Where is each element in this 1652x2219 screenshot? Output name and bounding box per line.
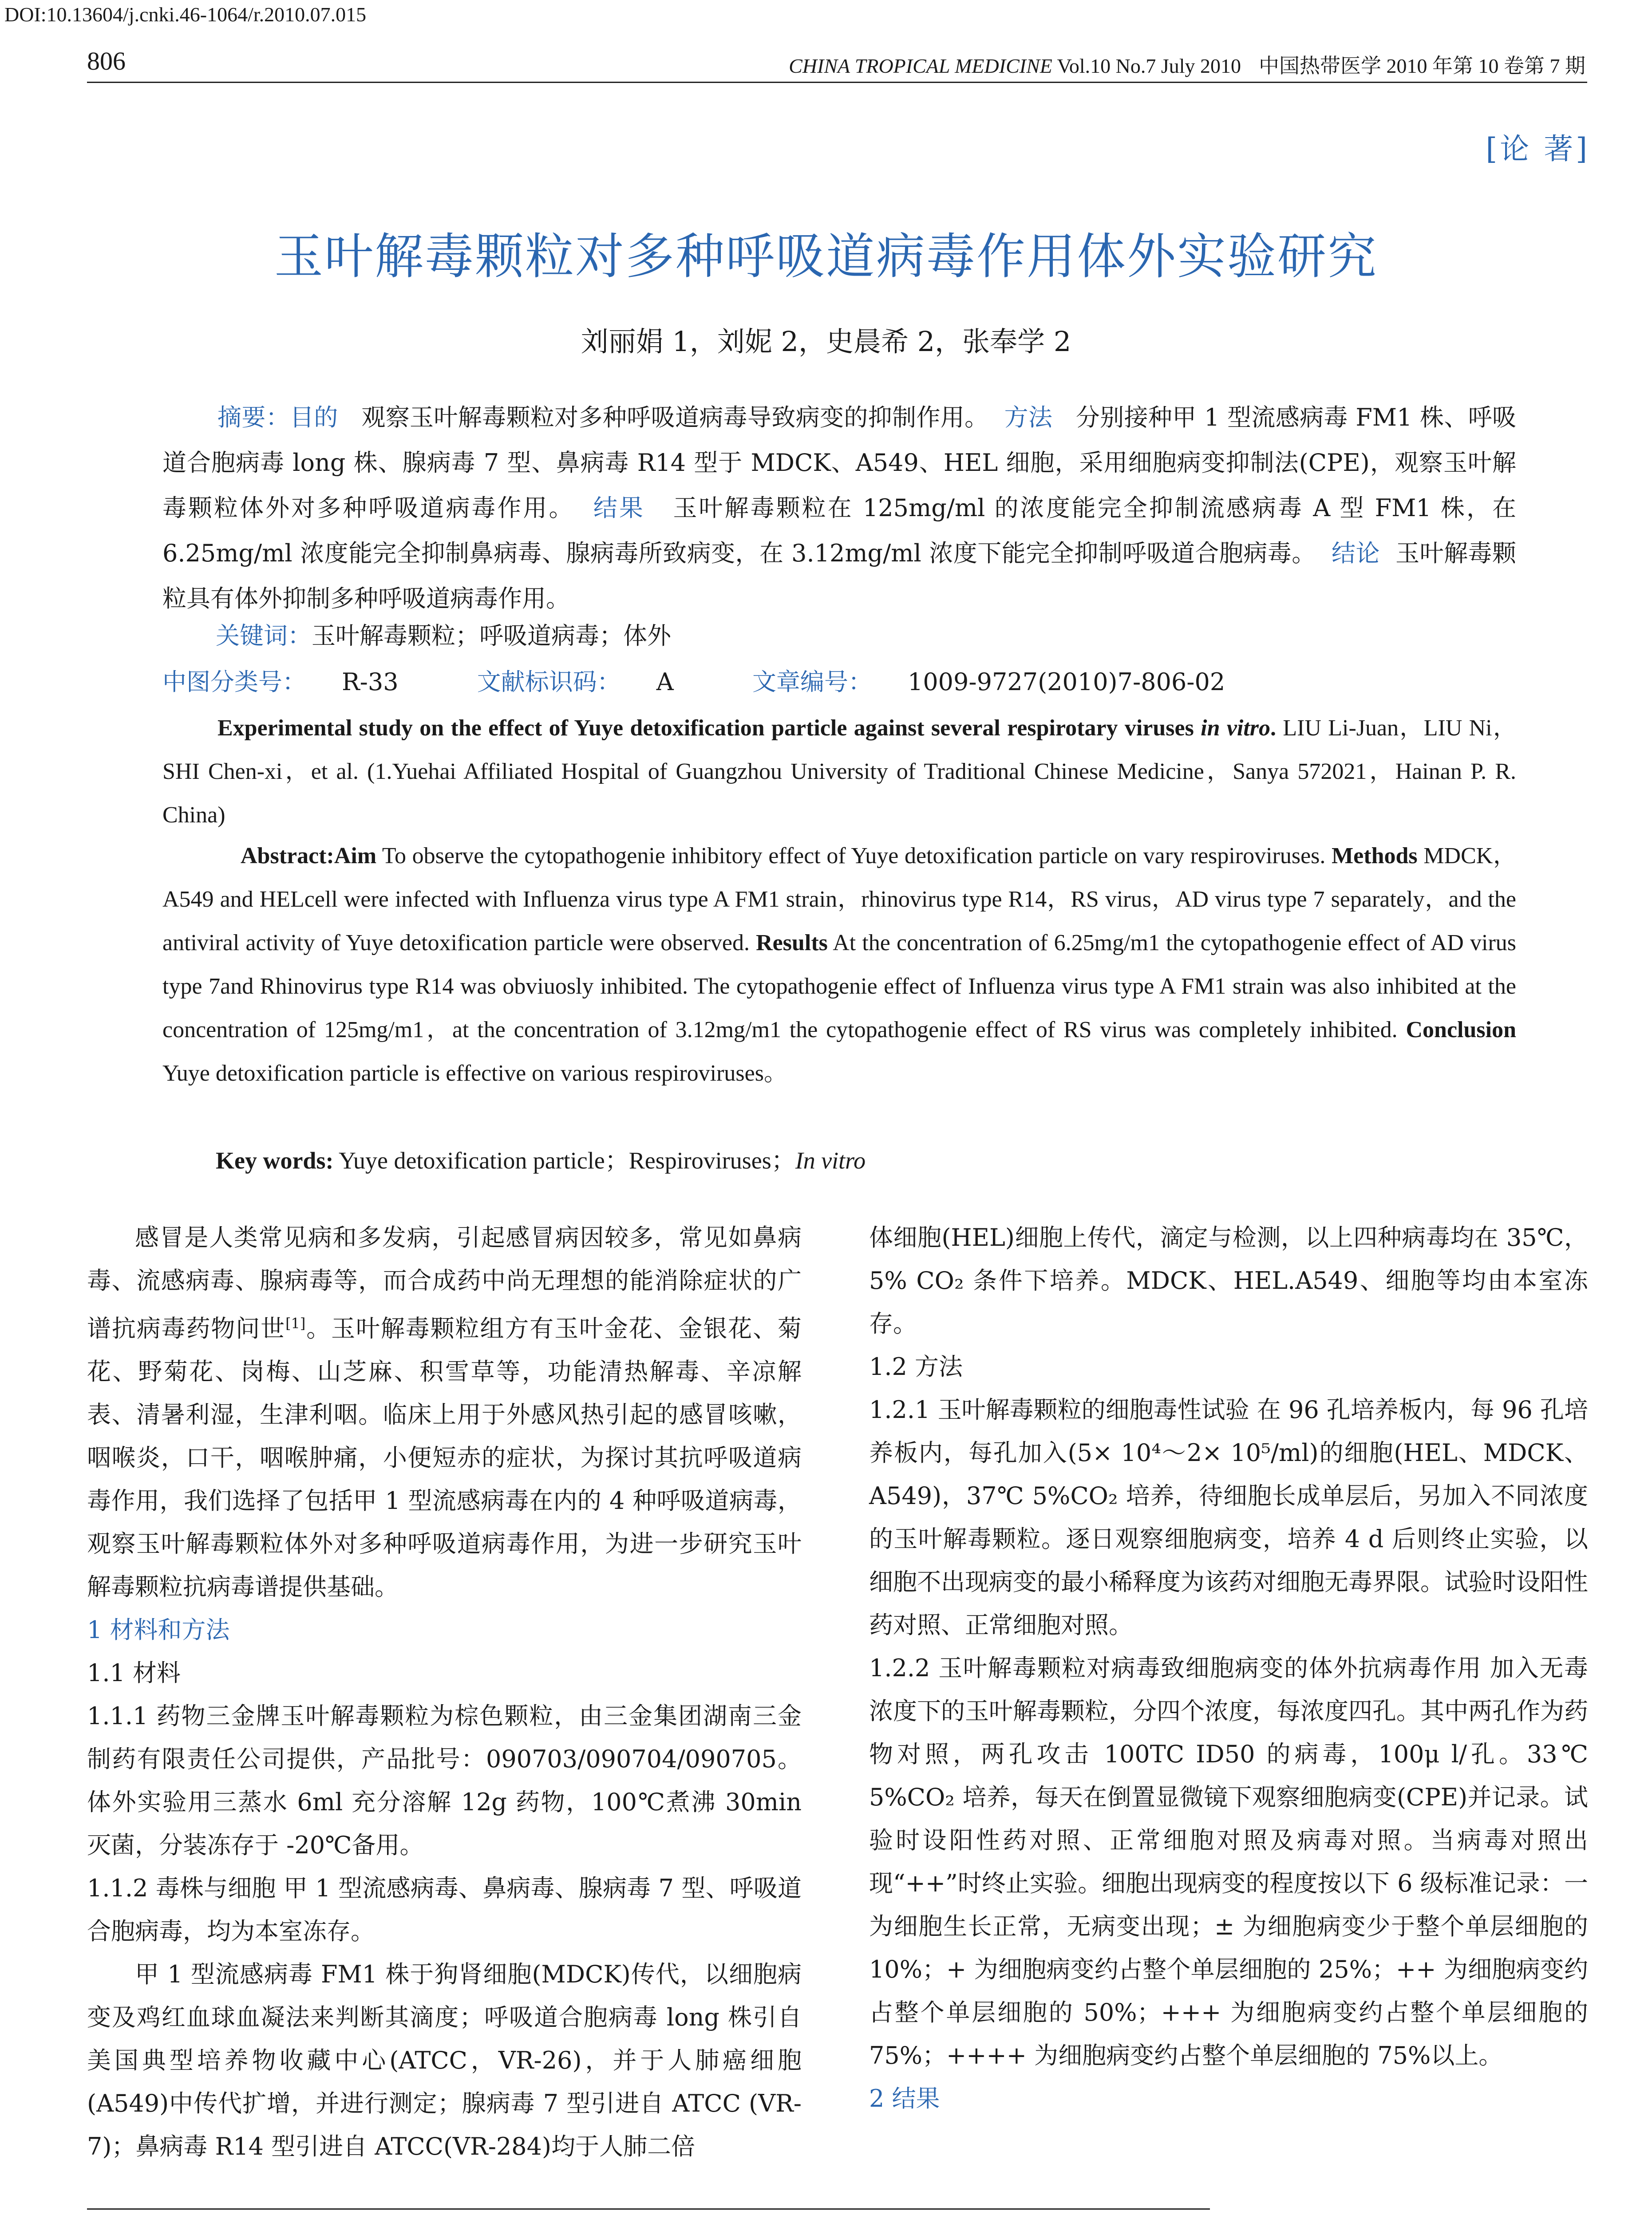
article-title: 玉叶解毒颗粒对多种呼吸道病毒作用体外实验研究 bbox=[274, 228, 1378, 285]
conclusion-label: 结论 bbox=[1331, 539, 1380, 567]
subsection-heading-1-1: 1.1 材料 bbox=[87, 1659, 181, 1687]
author-list: 刘丽娟 1，刘妮 2，史晨希 2，张奉学 2 bbox=[581, 325, 1071, 358]
paragraph-1-2-1: 1.2.1 玉叶解毒颗粒的细胞毒性试验 在 96 孔培养板内，每 96 孔培养板内，每孔加入(5× 10⁴～2× 10⁵/ml)的细胞(HEL、MDCK、A549)，37℃ 5%CO₂ 培养，待细胞长成单层后，另加入不同浓度的玉叶解毒颗粒。逐日观察细胞病变，培养 4 d 后则终止实验，以细胞不出现病变的最小稀释度为该药对细胞无毒界限。试验时设阳性药对照、正常细胞对照。 bbox=[869, 1396, 1588, 1639]
doi-line: DOI:10.13604/j.cnki.46-1064/r.2010.07.015 bbox=[4, 3, 367, 26]
english-authors: LIU Li-Juan，LIU Ni，SHI Chen-xi，et al. (1.Yuehai Affiliated Hospital of Guangzhou University of Traditional Chinese Medicine，Sanya 572021，Hainan P. R. China) bbox=[162, 715, 1517, 828]
subsection-heading-1-2: 1.2 方法 bbox=[869, 1353, 963, 1381]
en-results-label: Results bbox=[756, 930, 828, 956]
citation-ref: [1] bbox=[285, 1315, 306, 1332]
paragraph-1-2-2: 1.2.2 玉叶解毒颗粒对病毒致细胞病变的体外抗病毒作用 加入无毒浓度下的玉叶解毒颗粒，分四个浓度，每浓度四孔。其中两孔作为药物对照，两孔攻击 100TC ID50 的病毒，100μ l/孔。33℃ 5%CO₂ 培养，每天在倒置显微镜下观察细胞病变(CPE)并记录。试验时设阳性药对照、正常细胞对照及病毒对照。当病毒对照出现“++”时终止实验。细胞出现病变的程度按以下 6 级标准记录：一为细胞生长正常，无病变出现；± 为细胞病变少于整个单层细胞的 10%；+ 为细胞病变约占整个单层细胞的 25%；++ 为细胞病变约占整个单层细胞的 50%；+++ 为细胞病变约占整个单层细胞的 75%；++++ 为细胞病变约占整个单层细胞的 75%以上。 bbox=[869, 1654, 1588, 2069]
aim-text: 观察玉叶解毒颗粒对多种呼吸道病毒导致病变的抑制作用。 bbox=[361, 403, 989, 431]
methods-text: 分别接种甲 1 型流感病毒 FM1 株、呼吸道合胞病毒 long 株、腺病毒 7 型、鼻病毒 R14 型于 MDCK、A549、HEL 细胞，采用细胞病变抑制法(CPE)，观察玉叶解毒颗粒体外对多种呼吸道病毒作用。 bbox=[162, 403, 1517, 522]
paragraph-1-1-2: 1.1.2 毒株与细胞 甲 1 型流感病毒、鼻病毒、腺病毒 7 型、呼吸道合胞病毒，均为本室冻存。 bbox=[87, 1874, 802, 1945]
english-title-block bbox=[162, 707, 1516, 837]
paragraph-continued: 体细胞(HEL)细胞上传代，滴定与检测，以上四种病毒均在 35℃，5% CO₂ 条件下培养。MDCK、HEL.A549、细胞等均由本室冻存。 bbox=[869, 1224, 1588, 1338]
footnote-rule bbox=[87, 2208, 1210, 2210]
en-results-text: At the concentration of 6.25mg/m1 the cytopathogenie effect of AD virus type 7and Rhinovirus type R14 was obviuosly inhibited. The cytopathogenie effect of Influenza virus type A FM1 strain was also inhibited at the concentration of 125mg/m1，at the concentration of 3.12mg/m1 the cytopathogenie effect of RS virus was completely inhibited. bbox=[162, 930, 1517, 1042]
english-abstract bbox=[162, 834, 1516, 1095]
en-keywords-italic: In vitro bbox=[795, 1147, 866, 1174]
journal-header bbox=[789, 50, 1585, 79]
results-label: 结果 bbox=[593, 494, 645, 522]
chinese-abstract bbox=[162, 395, 1516, 621]
en-keywords-label: Key words: bbox=[216, 1147, 334, 1174]
journal-name: CHINA TROPICAL MEDICINE bbox=[789, 55, 1052, 77]
clc-label: 中图分类号： bbox=[162, 668, 306, 696]
doc-code-label: 文献标识码： bbox=[477, 668, 621, 696]
article-number-label: 文章编号： bbox=[752, 668, 872, 696]
english-keywords bbox=[216, 1141, 866, 1176]
abstract-label: 摘要： bbox=[217, 403, 290, 431]
conclusion-text: 玉叶解毒颗粒具有体外抑制多种呼吸道病毒作用。 bbox=[162, 539, 1516, 612]
keywords-label: 关键词： bbox=[216, 622, 312, 650]
en-keywords-text: Yuye detoxification particle；Respiroviruses； bbox=[333, 1147, 795, 1174]
section-heading-2: 2 结果 bbox=[869, 2085, 940, 2112]
body-left-column bbox=[87, 1216, 802, 2168]
body-right-column bbox=[869, 1216, 1588, 2120]
en-conclusion-text: Yuye detoxification particle is effective on various respiroviruses。 bbox=[162, 1061, 787, 1086]
page-number: 806 bbox=[87, 47, 126, 75]
header-rule bbox=[87, 82, 1587, 83]
en-abstract-label: Abstract: bbox=[241, 843, 334, 869]
journal-volume: Vol.10 No.7 July 2010 bbox=[1052, 55, 1241, 77]
results-text: 玉叶解毒颗粒在 125mg/ml 的浓度能完全抑制流感病毒 A 型 FM1 株，在 6.25mg/ml 浓度能完全抑制鼻病毒、腺病毒所致病变，在 3.12mg/ml 浓度下能完全抑制呼吸道合胞病毒。 bbox=[162, 494, 1516, 567]
aim-label: 目的 bbox=[290, 403, 338, 431]
en-aim-text: To observe the cytopathogenie inhibitory effect of Yuye detoxification particle on vary respiroviruses. bbox=[376, 843, 1326, 869]
paragraph-strains: 甲 1 型流感病毒 FM1 株于狗肾细胞(MDCK)传代，以细胞病变及鸡红血球血凝法来判断其滴度；呼吸道合胞病毒 long 株引自美国典型培养物收藏中心(ATCC，VR-26)，并于人肺癌细胞(A549)中传代扩增，并进行测定；腺病毒 7 型引进自 ATCC (VR-7)；鼻病毒 R14 型引进自 ATCC(VR-284)均于人肺二倍 bbox=[87, 1960, 802, 2160]
methods-label: 方法 bbox=[1004, 403, 1053, 431]
english-title: Experimental study on the effect of Yuye detoxification particle against several respirotary viruses in vitro. bbox=[217, 715, 1277, 741]
keywords-zh bbox=[216, 617, 671, 651]
en-aim-label: Aim bbox=[334, 843, 377, 869]
en-methods-text: MDCK，A549 and HELcell were infected with Influenza virus type A FM1 strain，rhinovirus type R14，RS virus，AD virus type 7 separately，and the antiviral activity of Yuye detoxification particle were observed. bbox=[162, 843, 1517, 956]
en-methods-label: Methods bbox=[1332, 843, 1418, 869]
en-conclusion-label: Conclusion bbox=[1406, 1017, 1516, 1042]
article-number-value: 1009-9727(2010)7-806-02 bbox=[907, 668, 1225, 696]
journal-name-zh: 中国热带医学 2010 年第 10 卷第 7 期 bbox=[1259, 55, 1585, 77]
section-tag: [论 著] bbox=[1486, 132, 1590, 166]
keywords-text: 玉叶解毒颗粒；呼吸道病毒；体外 bbox=[312, 622, 671, 650]
doc-code-value: A bbox=[656, 668, 674, 696]
paragraph-1-1-1: 1.1.1 药物三金牌玉叶解毒颗粒为棕色颗粒，由三金集团湖南三金制药有限责任公司提供，产品批号：090703/090704/090705。体外实验用三蒸水 6ml 充分溶解 12g 药物，100℃煮沸 30min 灭菌，分装冻存于 -20℃备用。 bbox=[87, 1702, 802, 1859]
intro-paragraph: 感冒是人类常见病和多发病，引起感冒病因较多，常见如鼻病毒、流感病毒、腺病毒等，而合成药中尚无理想的能消除症状的广谱抗病毒药物问世[1]。玉叶解毒颗粒组方有玉叶金花、金银花、菊花、野菊花、岗梅、山芝麻、积雪草等，功能清热解毒、辛凉解表、清暑利湿，生津利咽。临床上用于外感风热引起的感冒咳嗽，咽喉炎，口干，咽喉肿痛，小便短赤的症状，为探讨其抗呼吸道病毒作用，我们选择了包括甲 1 型流感病毒在内的 4 种呼吸道病毒，观察玉叶解毒颗粒体外对多种呼吸道病毒作用，为进一步研究玉叶解毒颗粒抗病毒谱提供基础。 bbox=[87, 1224, 802, 1601]
section-heading-1: 1 材料和方法 bbox=[87, 1616, 230, 1644]
classification-line bbox=[162, 663, 1296, 697]
clc-value: R-33 bbox=[342, 668, 399, 696]
